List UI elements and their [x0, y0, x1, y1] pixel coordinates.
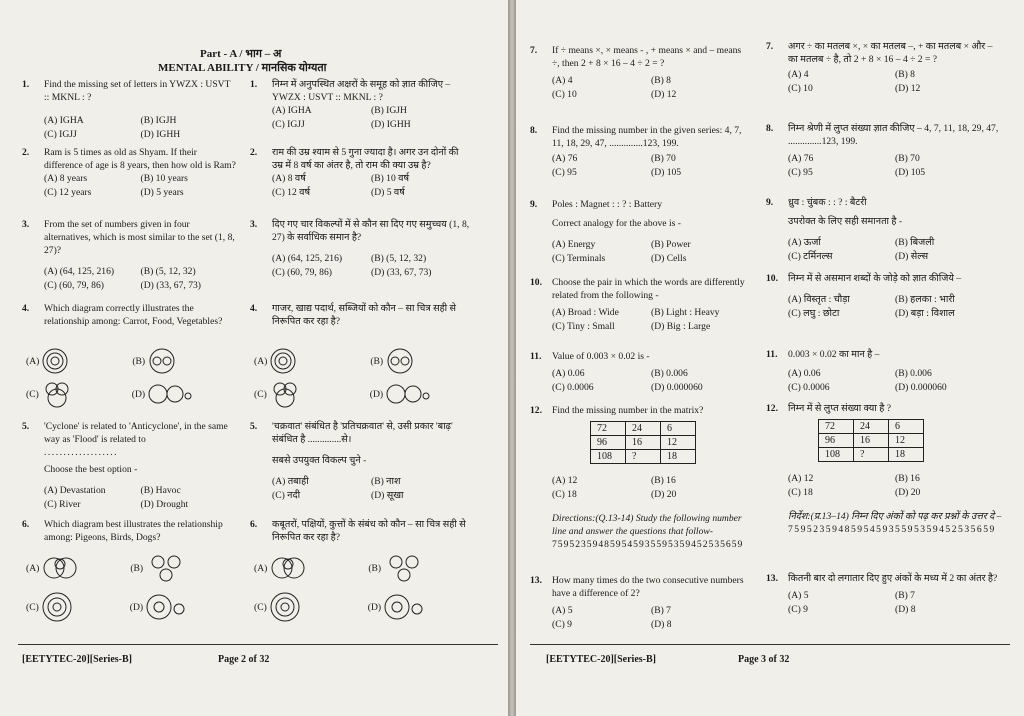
- option-a[interactable]: (A) (64, 125, 216): [272, 253, 343, 264]
- three-separate-circles-icon: [386, 382, 430, 406]
- circle-in-circle-plus-circle-icon: [146, 593, 186, 621]
- option-c[interactable]: (C) 18: [788, 487, 813, 498]
- option-c[interactable]: (C) 10: [788, 83, 813, 94]
- option-c[interactable]: (C) (60, 79, 86): [272, 267, 332, 278]
- question-4-en: 4. Which diagram correctly illustrates the relationship among: Carrot, Food, Vegetables?: [22, 303, 223, 327]
- footer-rule: [530, 644, 1010, 645]
- option-a[interactable]: (A) 8 years: [44, 173, 88, 184]
- option-c[interactable]: (C) 10: [552, 89, 577, 100]
- option-a[interactable]: (A) तबाही: [272, 476, 309, 487]
- page-2: [0, 0, 508, 716]
- overlapping-circles-icon: [270, 380, 300, 408]
- option-d[interactable]: (D) 105: [651, 167, 682, 178]
- question-6-hi-diagrams: [250, 554, 470, 622]
- question-5-en: 5. 'Cyclone' is related to 'Anticyclone', in the same way as 'Flood' is related to ................... Choose the best option - (A) Devastation (B) Havoc (C) River (D) Drought: [22, 420, 237, 511]
- option-a[interactable]: (A) IGHA: [272, 105, 312, 116]
- option-d[interactable]: (D) 8: [651, 619, 672, 630]
- option-a[interactable]: (A) 5: [788, 590, 809, 601]
- question-1-en: 1. Find the missing set of letters in YWZX : USVT :: MKNL : ? (A) IGHA (B) IGJH (C) IGJJ (D) IGHH: [22, 78, 237, 141]
- question-6-en-diagrams: [22, 554, 237, 622]
- question-11-en: 11. Value of 0.003 × 0.02 is - (A) 0.06 (B) 0.006 (C) 0.0006 (D) 0.000060: [530, 350, 750, 394]
- option-d[interactable]: (D) 0.000060: [651, 382, 703, 393]
- option-a[interactable]: (A) 8 वर्ष: [272, 173, 306, 184]
- option-d[interactable]: (D) 12: [895, 83, 921, 94]
- page-3: [516, 0, 1024, 716]
- question-8-hi: 8. निम्न श्रेणी में लुप्त संख्या ज्ञात कीजिए – 4, 7, 11, 18, 29, 47, ..............123, 199. (A) 76 (B) 70 (C) 95 (D) 105: [766, 122, 1002, 179]
- diagram-option-c[interactable]: (C): [26, 592, 72, 622]
- overlapping-circles-icon: [42, 380, 72, 408]
- diagram-option-a[interactable]: (A): [254, 348, 296, 374]
- question-4-hi-diagrams: [250, 348, 470, 408]
- question-13-en: 13. How many times do the two consecutive numbers have a difference of 2? (A) 5 (B) 7 (C) 9 (D) 8: [530, 574, 750, 631]
- option-c[interactable]: (C) 18: [552, 489, 577, 500]
- concentric-circles-icon: [42, 348, 68, 374]
- option-c[interactable]: (C) 9: [788, 604, 808, 615]
- question-1-hi: 1. निम्न में अनुपस्थित अक्षरों के समूह को ज्ञात कीजिए – YWZX : USVT :: MKNL : ? (A) IGHA (B) IGJH (C) IGJJ (D) IGHH: [250, 78, 470, 131]
- option-c[interactable]: (C) River: [44, 499, 81, 510]
- number-line: 759523594859545935595359452535659: [552, 539, 744, 550]
- option-a[interactable]: (A) 12: [788, 473, 814, 484]
- section-title: MENTAL ABILITY / मानसिक योग्यता: [158, 62, 327, 74]
- question-12-en: 12. Find the missing number in the matrix? 72 24 6 96 16 12 108 ? 18 (A) 12 (B) 16 (C) 18 (D) 20: [530, 404, 750, 501]
- diagram-option-b[interactable]: (B): [370, 348, 414, 374]
- option-a[interactable]: (A) Devastation: [44, 485, 106, 496]
- option-d[interactable]: (D) 20: [651, 489, 677, 500]
- option-d[interactable]: (D) 5 वर्ष: [371, 187, 405, 198]
- option-c[interactable]: (C) 95: [552, 167, 577, 178]
- option-d[interactable]: (D) 20: [895, 487, 921, 498]
- two-circles-in-circle-icon: [148, 348, 176, 374]
- option-a[interactable]: (A) 4: [788, 69, 809, 80]
- option-b[interactable]: (B) 0.006: [651, 368, 688, 379]
- question-10-hi: 10. निम्न में से असमान शब्दों के जोड़े को ज्ञात कीजिये – (A) विस्तृत : चौड़ा (B) हलका : भारी (C) लघु : छोटा (D) बड़ा : विशाल: [766, 272, 1002, 320]
- option-c[interactable]: (C) 12 वर्ष: [272, 187, 311, 198]
- option-c[interactable]: (C) नदी: [272, 490, 301, 501]
- circle-in-circle-plus-circle-icon: [384, 593, 424, 621]
- option-b[interactable]: (B) Light : Heavy: [651, 307, 720, 318]
- two-circles-in-circle-icon: [386, 348, 414, 374]
- question-2-hi: 2. राम की उम्र श्याम से 5 गुना ज्यादा है। अगर उन दोनों की उम्र में 8 वर्ष का अंतर है, तो राम की क्या उम्र है? (A) 8 वर्ष (B) 10 वर्ष (C) 12 वर्ष (D) 5 वर्ष: [250, 146, 470, 199]
- option-a[interactable]: (A) Energy: [552, 239, 596, 250]
- question-2-en: 2. Ram is 5 times as old as Shyam. If their difference of age is 8 years, then how old is Ram? (A) 8 years (B) 10 years (C) 12 years (D) 5 years: [22, 147, 236, 198]
- diagram-option-b[interactable]: (B): [368, 554, 424, 582]
- diagram-option-d[interactable]: (D): [368, 593, 424, 621]
- three-separate-circles-icon: [148, 382, 192, 406]
- option-a[interactable]: (A) 4: [552, 75, 573, 86]
- option-a[interactable]: (A) ऊर्जा: [788, 237, 821, 248]
- question-9-hi: 9. ध्रुव : चुंबक : : ? : बैटरी उपरोक्त के लिए सही समानता है - (A) ऊर्जा (B) बिजली (C) टर्मिनल्स (D) सेल्स: [766, 196, 1002, 263]
- option-a[interactable]: (A) 5: [552, 605, 573, 616]
- option-b[interactable]: (B) 70: [895, 153, 920, 164]
- option-c[interactable]: (C) Tiny : Small: [552, 321, 615, 332]
- option-d[interactable]: (D) Drought: [140, 499, 189, 510]
- option-b[interactable]: (B) 10 years: [140, 173, 188, 184]
- question-7-hi: 7. अगर ÷ का मतलब ×, × का मतलब –, + का मतलब × और – का मतलब ÷ है, तो 2 + 8 × 16 – 4 ÷ 2 = ? (A) 4 (B) 8 (C) 10 (D) 12: [766, 40, 1002, 95]
- question-6-en: 6. Which diagram best illustrates the relationship among: Pigeons, Birds, Dogs?: [22, 519, 223, 543]
- page-number: Page 2 of 32: [218, 654, 270, 665]
- three-circles-icon: [146, 554, 186, 582]
- diagram-option-d[interactable]: (D): [130, 593, 186, 621]
- option-a[interactable]: (A) 76: [788, 153, 814, 164]
- option-b[interactable]: (B) (5, 12, 32): [140, 266, 196, 277]
- option-b[interactable]: (B) बिजली: [895, 237, 935, 248]
- diagram-option-a[interactable]: (A): [26, 348, 68, 374]
- option-d[interactable]: (D) 12: [651, 89, 677, 100]
- footer-rule: [18, 644, 498, 645]
- question-8-en: 8. Find the missing number in the given series: 4, 7, 11, 18, 29, 47, ..............123, 199. (A) 76 (B) 70 (C) 95 (D) 105: [530, 124, 750, 179]
- question-3-hi: 3. दिए गए चार विकल्पों में से कौन सा दिए गए समुच्चय (1, 8, 27) के सर्वाधिक समान है? (A) (64, 125, 216) (B) (5, 12, 32) (C) (60, 79, 86) (D) (33, 67, 73): [250, 219, 470, 278]
- part-header: Part - A / भाग – अ: [200, 48, 282, 60]
- diagram-option-b[interactable]: (B): [132, 348, 176, 374]
- option-c[interactable]: (C) 95: [788, 167, 813, 178]
- option-d[interactable]: (D) Cells: [651, 253, 687, 264]
- question-4-en-diagrams: [22, 348, 237, 408]
- diagram-option-c[interactable]: (C): [254, 380, 300, 408]
- option-b[interactable]: (B) 7: [651, 605, 671, 616]
- overlapping-circles-icon: [42, 554, 82, 582]
- diagram-option-a[interactable]: (A): [254, 554, 310, 582]
- page-number: Page 3 of 32: [738, 654, 790, 665]
- question-5-hi: 5. 'चक्रवात' संबंधित है 'प्रतिचक्रवात' से, उसी प्रकार 'बाढ़' संबंधित है ..............से। सबसे उपयुक्त विकल्प चुने - (A) तबाही (B) नाश (C) नदी (D) सूखा: [250, 420, 470, 502]
- question-12-hi: 12. निम्न में से लुप्त संख्या क्या है ? 72 24 6 96 16 12 108 ? 18 (A) 12 (B) 16 (C) 18 (D) 20: [766, 402, 1002, 499]
- option-a[interactable]: (A) विस्तृत : चौड़ा: [788, 294, 850, 305]
- option-c[interactable]: (C) IGJJ: [272, 119, 305, 130]
- option-a[interactable]: (A) (64, 125, 216): [44, 266, 115, 277]
- option-d[interactable]: (D) (33, 67, 73): [140, 280, 201, 291]
- book-gutter: [508, 0, 516, 716]
- option-c[interactable]: (C) IGJJ: [44, 129, 77, 140]
- concentric-circles-icon: [270, 348, 296, 374]
- question-7-en: 7. If ÷ means ×, × means - , + means × and – means ÷, then 2 + 8 × 16 – 4 ÷ 2 = ? (A) 4 (B) 8 (C) 10 (D) 12: [530, 44, 750, 101]
- option-d[interactable]: (D) IGHH: [371, 119, 411, 130]
- option-b[interactable]: (B) 0.006: [895, 368, 932, 379]
- diagram-option-a[interactable]: (A): [26, 554, 82, 582]
- question-9-en: 9. Poles : Magnet : : ? : Battery Correct analogy for the above is - (A) Energy (B) Power (C) Terminals (D) Cells: [530, 198, 750, 265]
- option-b[interactable]: (B) (5, 12, 32): [371, 253, 427, 264]
- option-d[interactable]: (D) सेल्स: [895, 251, 929, 262]
- diagram-option-c[interactable]: (C): [254, 592, 300, 622]
- option-b[interactable]: (B) नाश: [371, 476, 401, 487]
- option-b[interactable]: (B) Havoc: [140, 485, 181, 496]
- option-b[interactable]: (B) 8: [651, 75, 671, 86]
- concentric-circles-icon: [270, 592, 300, 622]
- diagram-option-d[interactable]: (D): [132, 382, 192, 406]
- question-13-hi: 13. कितनी बार दो लगातार दिए हुए अंकों के मध्य में 2 का अंतर है? (A) 5 (B) 7 (C) 9 (D) 8: [766, 572, 1002, 616]
- number-line: 759523594859545935595359452535659: [788, 524, 996, 535]
- option-b[interactable]: (B) 10 वर्ष: [371, 173, 410, 184]
- directions-13-14-en: Directions:(Q.13-14) Study the following number line and answer the questions that follow- 759523594859545935595359452535659: [530, 512, 750, 551]
- option-d[interactable]: (D) बड़ा : विशाल: [895, 308, 955, 319]
- number-matrix: 72 24 6 96 16 12 108 ? 18: [818, 419, 924, 462]
- question-10-en: 10. Choose the pair in which the words are differently related from the following - (A) Broad : Wide (B) Light : Heavy (C) Tiny : Small (D) Big : Large: [530, 276, 750, 333]
- option-a[interactable]: (A) 0.06: [552, 368, 585, 379]
- option-d[interactable]: (D) सूखा: [371, 490, 404, 501]
- diagram-option-c[interactable]: (C): [26, 380, 72, 408]
- option-c[interactable]: (C) 12 years: [44, 187, 92, 198]
- option-b[interactable]: (B) Power: [651, 239, 691, 250]
- option-d[interactable]: (D) 105: [895, 167, 926, 178]
- option-b[interactable]: (B) 16: [895, 473, 920, 484]
- option-c[interactable]: (C) 0.0006: [552, 382, 594, 393]
- option-c[interactable]: (C) (60, 79, 86): [44, 280, 104, 291]
- footer-code: [EETYTEC-20][Series-B]: [546, 654, 656, 665]
- option-b[interactable]: (B) IGJH: [371, 105, 407, 116]
- option-b[interactable]: (B) IGJH: [140, 115, 177, 126]
- option-b[interactable]: (B) 16: [651, 475, 676, 486]
- overlapping-circles-icon: [270, 554, 310, 582]
- diagram-option-d[interactable]: (D): [370, 382, 430, 406]
- option-c[interactable]: (C) 9: [552, 619, 572, 630]
- option-a[interactable]: (A) 76: [552, 153, 578, 164]
- number-matrix: 72 24 6 96 16 12 108 ? 18: [590, 421, 696, 464]
- footer-code: [EETYTEC-20][Series-B]: [22, 654, 132, 665]
- option-d[interactable]: (D) IGHH: [140, 129, 181, 140]
- option-b[interactable]: (B) 7: [895, 590, 915, 601]
- three-circles-icon: [384, 554, 424, 582]
- option-a[interactable]: (A) Broad : Wide: [552, 307, 619, 318]
- option-c[interactable]: (C) Terminals: [552, 253, 606, 264]
- option-d[interactable]: (D) Big : Large: [651, 321, 711, 332]
- option-a[interactable]: (A) 0.06: [788, 368, 821, 379]
- option-d[interactable]: (D) 5 years: [140, 187, 184, 198]
- option-b[interactable]: (B) 70: [651, 153, 676, 164]
- option-b[interactable]: (B) हलका : भारी: [895, 294, 955, 305]
- option-d[interactable]: (D) 0.000060: [895, 382, 947, 393]
- question-3-en: 3. From the set of numbers given in four alternatives, which is most similar to the set (1, 8, 27)? (A) (64, 125, 216) (B) (5, 12, 32) (C) (60, 79, 86) (D) (33, 67, 73): [22, 218, 237, 292]
- diagram-option-b[interactable]: (B): [130, 554, 186, 582]
- question-6-hi: 6. कबूतरों, पक्षियों, कुत्तों के संबंध को कौन – सा चित्र सही से निरूपित कर रहा है?: [250, 519, 466, 543]
- question-4-hi: 4. गाजर, खाद्य पदार्थ, सब्जियों को कौन – सा चित्र सही से निरूपित कर रहा है?: [250, 303, 457, 327]
- option-a[interactable]: (A) 12: [552, 475, 578, 486]
- option-a[interactable]: (A) IGHA: [44, 115, 84, 126]
- option-b[interactable]: (B) 8: [895, 69, 915, 80]
- directions-13-14-hi: निर्देश:(प्र.13–14) निम्न दिए अंकों को पढ़ कर प्रश्नों के उत्तर दे – 759523594859545935595359452535659: [788, 511, 1002, 535]
- option-c[interactable]: (C) 0.0006: [788, 382, 830, 393]
- option-d[interactable]: (D) (33, 67, 73): [371, 267, 432, 278]
- option-c[interactable]: (C) टर्मिनल्स: [788, 251, 833, 262]
- question-11-hi: 11. 0.003 × 0.02 का मान है – (A) 0.06 (B) 0.006 (C) 0.0006 (D) 0.000060: [766, 348, 1002, 394]
- concentric-circles-icon: [42, 592, 72, 622]
- option-d[interactable]: (D) 8: [895, 604, 916, 615]
- option-c[interactable]: (C) लघु : छोटा: [788, 308, 840, 319]
